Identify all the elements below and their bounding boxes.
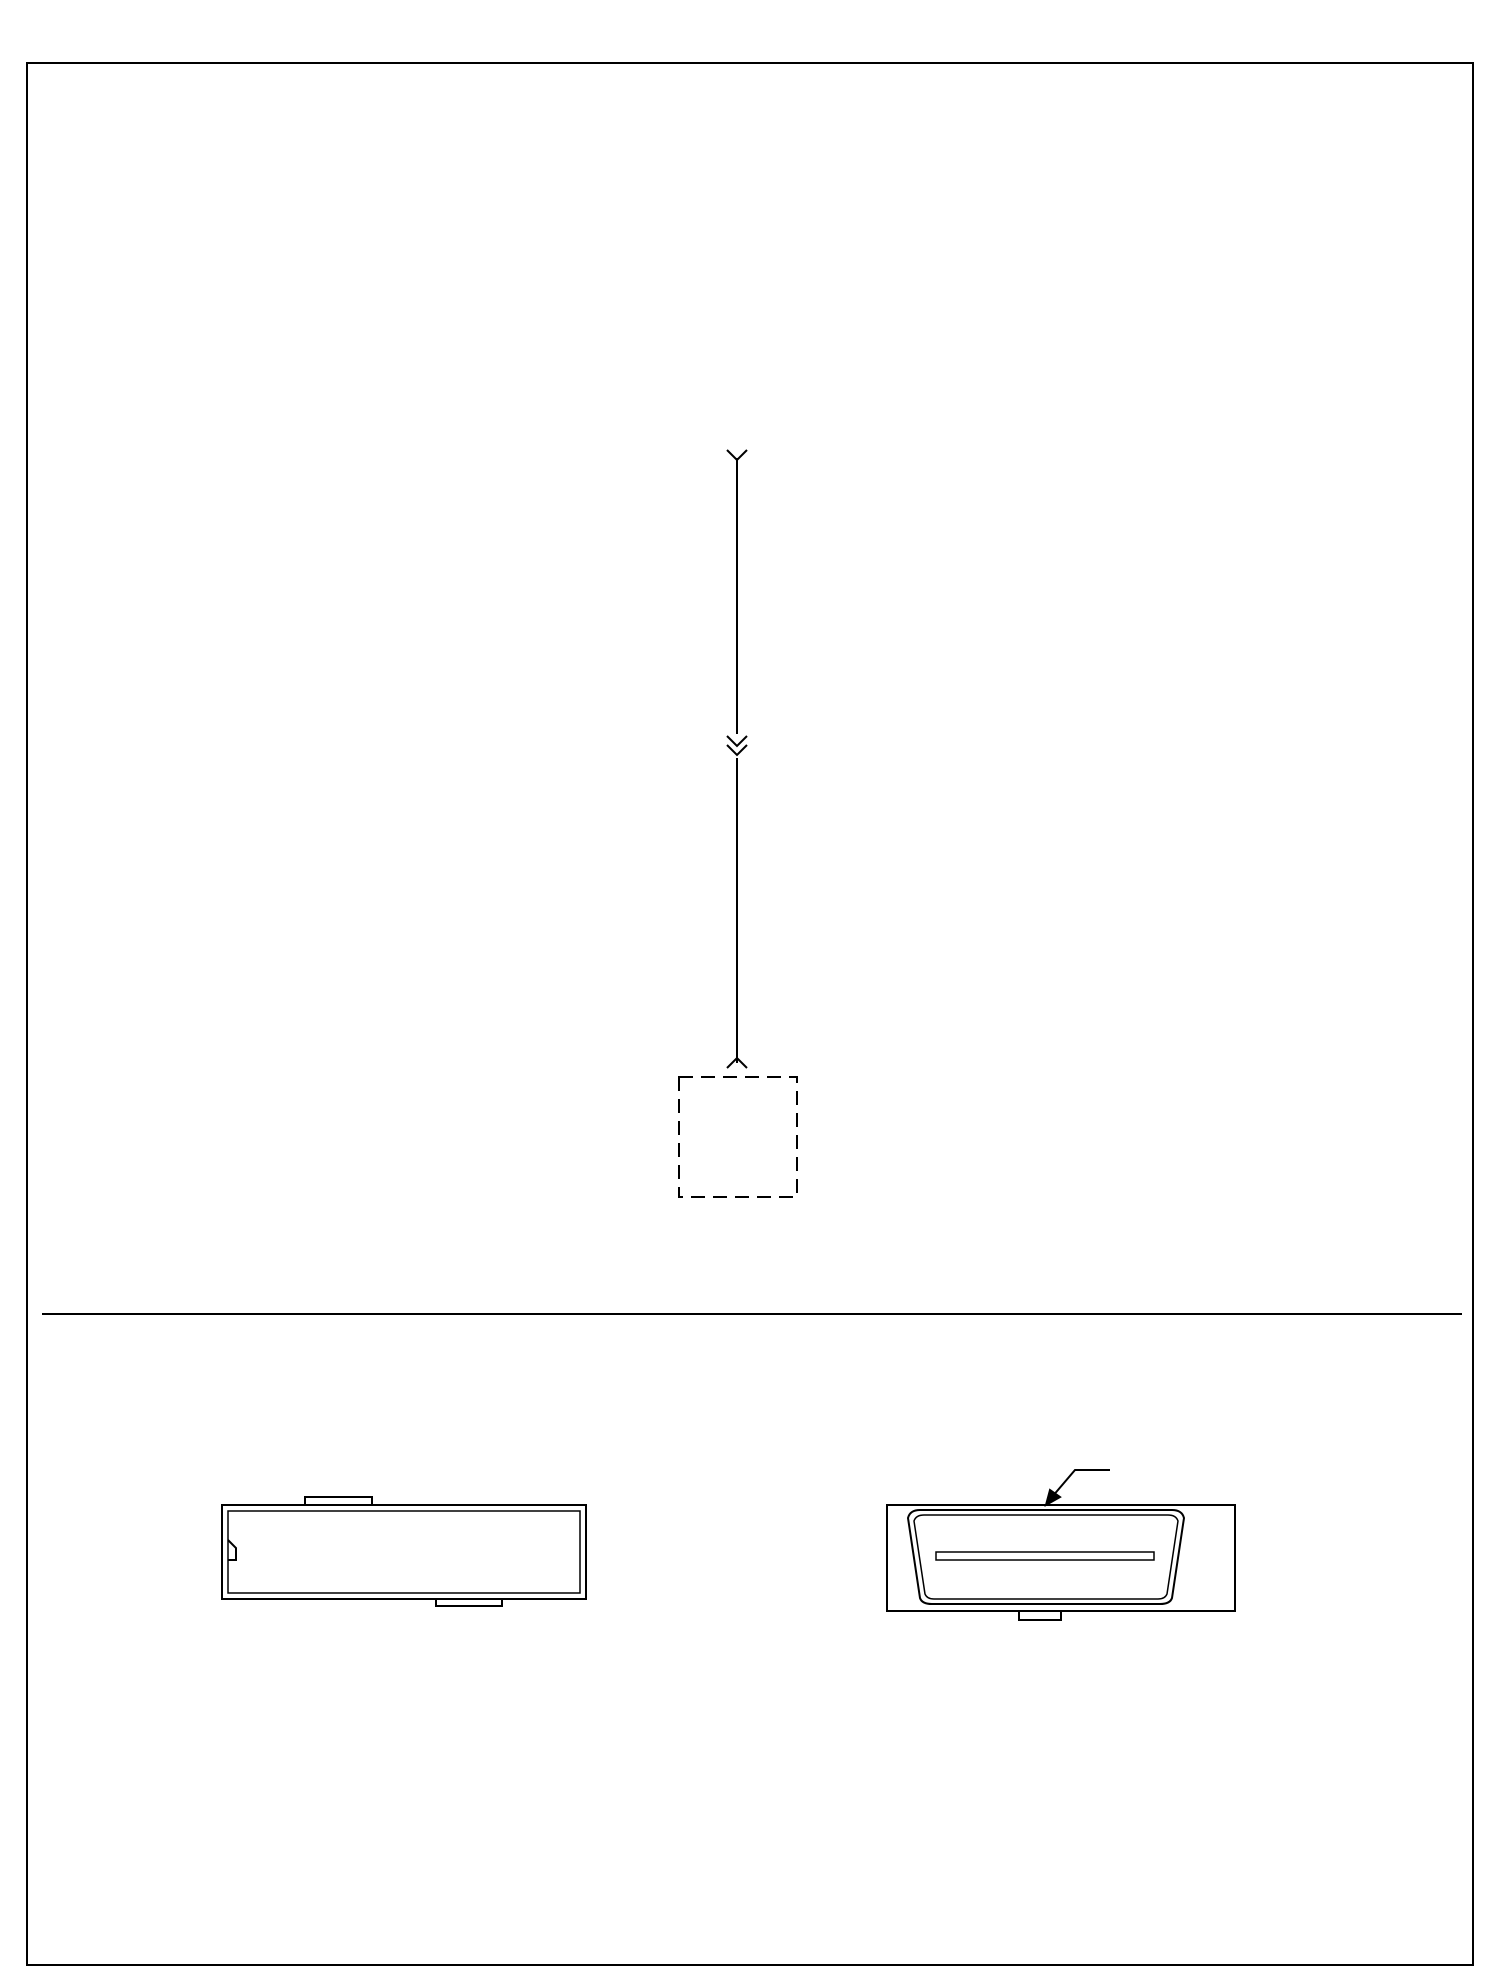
dlc-connector-face: [887, 1505, 1235, 1620]
ptcm-c1-connector-face: [222, 1497, 586, 1606]
c100-connector-icon: [727, 736, 747, 746]
module-dashed-box: [679, 1077, 797, 1197]
black-pointer-arrow-icon: [1046, 1470, 1110, 1505]
